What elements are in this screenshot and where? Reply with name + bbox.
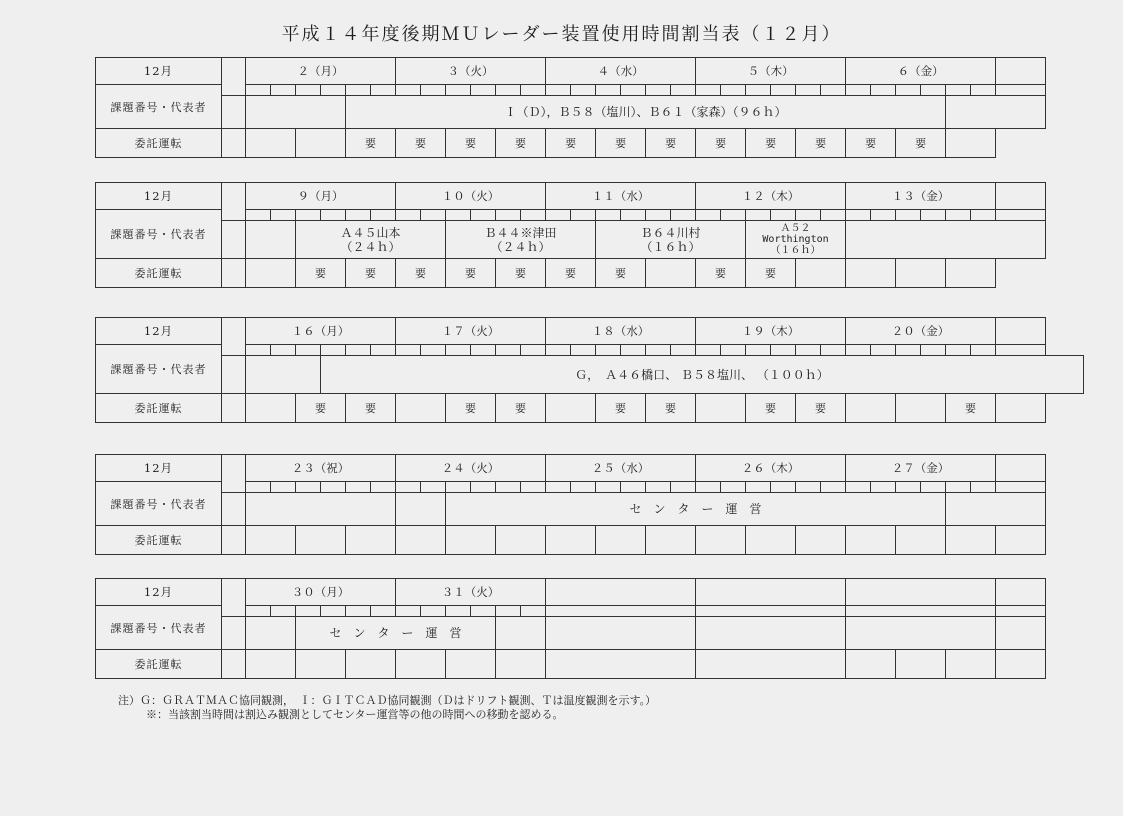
required-mark: 要 xyxy=(396,259,446,288)
required-mark: 要 xyxy=(596,394,646,423)
footnote-asterisk: ※：当該割当時間は割込み観測としてセンター運営等の他の時間への移動を認める。 xyxy=(146,708,564,721)
day-header: ２５（水） xyxy=(546,455,696,482)
project-cell: Ｂ６４川村 （１６ｈ） xyxy=(596,221,746,259)
required-mark: 要 xyxy=(446,394,496,423)
project-cell: Ｂ４４※津田 （２４ｈ） xyxy=(446,221,596,259)
schedule-week-5 xyxy=(95,578,1084,679)
day-header: １３（金） xyxy=(846,183,996,210)
required-mark: 要 xyxy=(496,129,546,158)
project-cell: Ａ４５山本 （２４ｈ） xyxy=(296,221,446,259)
project-label: 課題番号・代表者 xyxy=(96,482,222,526)
required-mark: 要 xyxy=(746,394,796,423)
required-mark: 要 xyxy=(396,129,446,158)
required-mark: 要 xyxy=(746,259,796,288)
day-header: １９（木） xyxy=(696,318,846,345)
day-header: ２４（火） xyxy=(396,455,546,482)
month-label: 12月 xyxy=(96,455,222,482)
page-title: 平成１４年度後期ＭＵレーダー装置使用時間割当表（１２月） xyxy=(281,24,842,45)
required-mark: 要 xyxy=(646,394,696,423)
consign-label: 委託運転 xyxy=(96,650,222,679)
day-header: １２（木） xyxy=(696,183,846,210)
day-header: １８（水） xyxy=(546,318,696,345)
project-cell: Ｉ（Ｄ），Ｂ５８（塩川）、Ｂ６１（家森）（９６ｈ） xyxy=(346,96,946,129)
required-mark: 要 xyxy=(696,129,746,158)
day-header: ９（月） xyxy=(246,183,396,210)
day-header: ２（月） xyxy=(246,58,396,85)
day-header: ６（金） xyxy=(846,58,996,85)
required-mark: 要 xyxy=(846,129,896,158)
footnote-legend: 注）Ｇ：ＧＲＡＴＭＡＣ協同観測， Ｉ：ＧＩＴＣＡＤ協同観測（Ｄはドリフト観測、Ｔは温度観測を示す。） xyxy=(118,694,657,707)
schedule-week-4 xyxy=(95,454,1084,555)
day-header: ３１（火） xyxy=(396,579,546,606)
day-header: １６（月） xyxy=(246,318,396,345)
consign-label: 委託運転 xyxy=(96,526,222,555)
required-mark: 要 xyxy=(496,394,546,423)
project-label: 課題番号・代表者 xyxy=(96,210,222,259)
required-mark: 要 xyxy=(696,259,746,288)
day-header: ２６（木） xyxy=(696,455,846,482)
day-header: １７（火） xyxy=(396,318,546,345)
project-cell: Ａ５２ Worthington （１６ｈ） xyxy=(746,221,846,259)
day-header: ４（水） xyxy=(546,58,696,85)
month-label: 12月 xyxy=(96,183,222,210)
required-mark: 要 xyxy=(296,259,346,288)
consign-label: 委託運転 xyxy=(96,129,222,158)
project-label: 課題番号・代表者 xyxy=(96,345,222,394)
day-header: ２０（金） xyxy=(846,318,996,345)
month-label: 12月 xyxy=(96,318,222,345)
required-mark: 要 xyxy=(946,394,996,423)
project-label: 課題番号・代表者 xyxy=(96,85,222,129)
month-label: 12月 xyxy=(96,58,222,85)
day-header: １１（水） xyxy=(546,183,696,210)
required-mark: 要 xyxy=(346,259,396,288)
day-header: ３０（月） xyxy=(246,579,396,606)
schedule-week-3 xyxy=(95,317,1084,423)
required-mark: 要 xyxy=(896,129,946,158)
schedule-week-2 xyxy=(95,182,1084,288)
project-cell: Ｇ， Ａ４６橋口、 Ｂ５８塩川、 （１００ｈ） xyxy=(321,356,1084,394)
project-cell: セ ン タ ー 運 営 xyxy=(296,617,496,650)
schedule-week-1 xyxy=(95,57,1084,158)
day-header: ３（火） xyxy=(396,58,546,85)
required-mark: 要 xyxy=(796,129,846,158)
required-mark: 要 xyxy=(446,259,496,288)
project-label: 課題番号・代表者 xyxy=(96,606,222,650)
required-mark: 要 xyxy=(346,394,396,423)
required-mark: 要 xyxy=(446,129,496,158)
required-mark: 要 xyxy=(496,259,546,288)
required-mark: 要 xyxy=(646,129,696,158)
required-mark: 要 xyxy=(746,129,796,158)
required-mark: 要 xyxy=(346,129,396,158)
consign-label: 委託運転 xyxy=(96,394,222,423)
day-header: １０（火） xyxy=(396,183,546,210)
day-header: ２７（金） xyxy=(846,455,996,482)
required-mark: 要 xyxy=(596,129,646,158)
project-cell: セ ン タ ー 運 営 xyxy=(446,493,946,526)
required-mark: 要 xyxy=(596,259,646,288)
required-mark: 要 xyxy=(546,129,596,158)
consign-label: 委託運転 xyxy=(96,259,222,288)
day-header: ５（木） xyxy=(696,58,846,85)
required-mark: 要 xyxy=(296,394,346,423)
required-mark: 要 xyxy=(796,394,846,423)
required-mark: 要 xyxy=(546,259,596,288)
day-header: ２３（祝） xyxy=(246,455,396,482)
month-label: 12月 xyxy=(96,579,222,606)
